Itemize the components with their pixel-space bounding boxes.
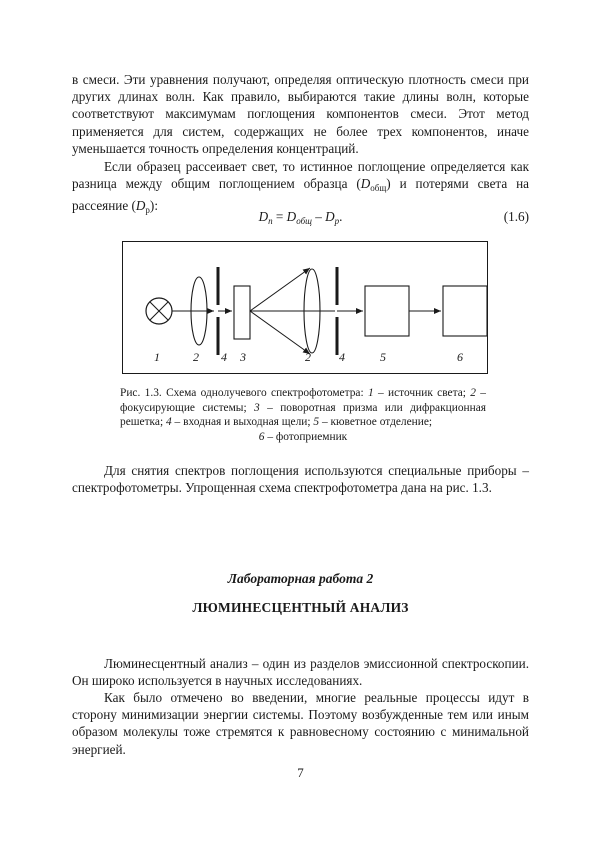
- caption-text-1: – источник света;: [373, 387, 471, 399]
- eq-lhs: D: [258, 209, 269, 224]
- caption-num-6: 6: [258, 430, 265, 443]
- prism-grating-icon: [234, 286, 250, 339]
- caption-intro: Рис. 1.3. Схема однолучевого спектрофотометра:: [120, 387, 368, 399]
- section-title: ЛЮМИНЕСЦЕНТНЫЙ АНАЛИЗ: [192, 600, 409, 615]
- paragraph-spectrophotometers: Для снятия спектров поглощения используются специальные приборы – спектрофотометры. Упрощенная схема спектрофотометра дана на рис. 1.3.: [72, 463, 529, 496]
- paragraph-luminescence-intro: Люминесцентный анализ – один из разделов эмиссионной спектроскопии. Он широко используется в научных исследованиях.: [72, 656, 529, 689]
- para2-subscript-scatter: р: [145, 205, 150, 216]
- paragraph-energy-minimization: Как было отмечено во введении, многие реальные процессы идут в сторону минимизации энергии системы. Поэтому возбужденные тем или иным образом молекулы тоже стремятся к равновесному состоянию с минимальной энергией.: [72, 690, 529, 757]
- para2-subscript-total: общ: [370, 183, 387, 194]
- eq-term-total: D: [286, 209, 297, 224]
- eq-equals: =: [272, 209, 287, 224]
- para2-symbol-d-scatter: D: [135, 198, 146, 214]
- caption-num-1: 1: [367, 387, 374, 399]
- page-number: 7: [297, 765, 304, 780]
- caption-text-4: – входная и выходная щели;: [171, 416, 314, 429]
- diagram-label-cuvette: 5: [380, 350, 386, 364]
- caption-num-4: 4: [166, 416, 172, 429]
- lab-work-title: Лабораторная работа 2: [227, 571, 374, 586]
- caption-num-2: 2: [470, 387, 476, 399]
- caption-text-5: – кюветное отделение;: [319, 416, 433, 429]
- diagram-label-source: 1: [154, 350, 160, 364]
- diagram-label-lens-1: 2: [193, 350, 199, 364]
- eq-period: .: [339, 209, 343, 224]
- caption-text-6: – фотоприемник: [264, 430, 348, 443]
- diagram-label-prism: 3: [240, 350, 246, 364]
- figure-caption: [120, 386, 486, 444]
- para2-middle-text: ) и потерями света на рассеяние (: [72, 176, 529, 214]
- eq-term-scatter-subscript: р: [334, 216, 340, 226]
- equation-expression: [72, 208, 529, 230]
- diagram-label-slit-1: 4: [221, 350, 227, 364]
- eq-lhs-subscript: п: [268, 216, 273, 226]
- caption-num-3: 3: [254, 401, 260, 414]
- caption-text-2: – фокусирующие системы;: [120, 387, 486, 414]
- equation-1-6: [72, 208, 529, 225]
- caption-text-3: – поворотная призма или дифракционная решетка;: [120, 401, 487, 429]
- para2-end-text: ):: [149, 198, 158, 214]
- eq-term-total-subscript: общ: [296, 216, 312, 226]
- caption-num-5: 5: [313, 416, 320, 429]
- para2-text: Если образец рассеивает свет, то истинное поглощение определяется как разница между общим поглощением образца (: [72, 159, 529, 192]
- equation-number: (1.6): [503, 209, 529, 224]
- dispersed-beam-lines: [250, 268, 335, 354]
- paragraph-mixture-analysis: в смеси. Эти уравнения получают, определяя оптическую плотность смеси при других длинах волн. Как правило, выбираются такие длины волн, которые соответствуют максимумам поглощения компонентов смеси. Этот метод применяется для систем, содержащих не более трех компонентов, иначе уменьшается точность определения концентраций.: [72, 72, 529, 156]
- para2-symbol-d-total: D: [360, 176, 371, 192]
- diagram-label-slit-2: 4: [339, 350, 345, 364]
- light-source-icon: [146, 298, 172, 324]
- photodetector-icon: [443, 286, 487, 336]
- cuvette-compartment-icon: [365, 286, 409, 336]
- diagram-label-lens-2: 2: [305, 350, 311, 364]
- eq-minus: –: [311, 209, 326, 224]
- diagram-label-detector: 6: [457, 350, 463, 364]
- eq-term-scatter: D: [325, 209, 335, 224]
- caption-last-line: [120, 430, 486, 445]
